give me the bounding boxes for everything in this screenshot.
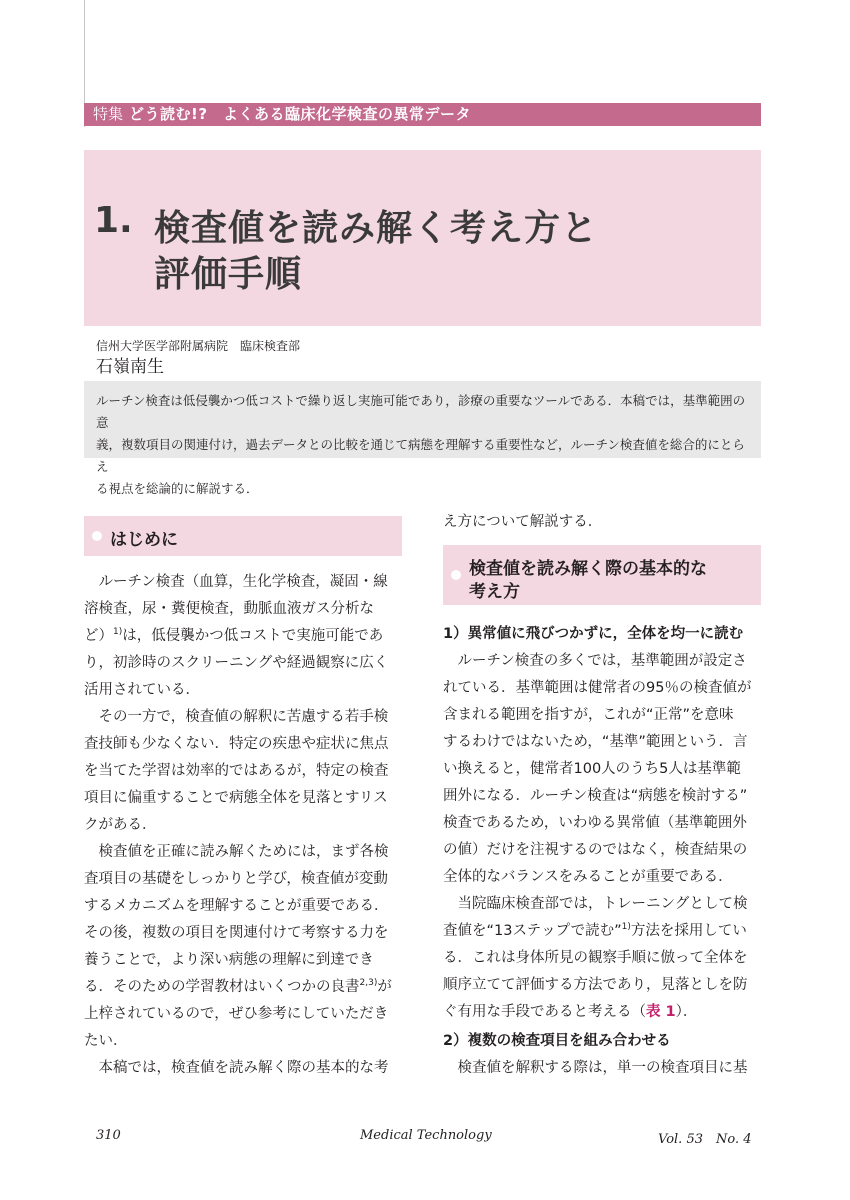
page-number: 310 bbox=[96, 1128, 121, 1143]
abstract-line: る視点を総論的に解説する． bbox=[96, 481, 259, 496]
bullet-icon bbox=[92, 531, 102, 541]
reference-marker: 2,3) bbox=[359, 978, 378, 989]
text-span: る．そのための学習教材はいくつかの良書 bbox=[84, 979, 360, 995]
section-heading-text: はじめに bbox=[110, 530, 178, 550]
text-span: ど） bbox=[84, 628, 113, 644]
text-span: 方法を採用してい bbox=[630, 923, 747, 939]
text-line: ルーチン検査の多くでは，基準範囲が設定さ bbox=[443, 653, 747, 669]
text-line: その後，複数の項目を関連付けて考察する力を bbox=[84, 925, 389, 941]
text-line: するわけではないため，“基準”範囲という．言 bbox=[443, 734, 748, 750]
text-line: 査項目の基礎をしっかりと学び，検査値が変動 bbox=[84, 871, 388, 887]
text-line bbox=[84, 975, 392, 996]
text-line: え方について解説する． bbox=[443, 514, 603, 530]
text-line: 検査値を正確に読み解くためには，まず各検 bbox=[84, 844, 389, 860]
text-line: を当てた学習は効率的ではあるが，特定の検査 bbox=[84, 763, 389, 779]
text-line: 囲外になる．ルーチン検査は“病態を検討する” bbox=[443, 788, 748, 804]
subheading: 2）複数の検査項目を組み合わせる bbox=[443, 1033, 671, 1049]
text-line: その一方で，検査値の解釈に苦慮する若手検 bbox=[84, 709, 389, 725]
text-line: するメカニズムを理解することが重要である． bbox=[84, 898, 389, 914]
text-line: 当院臨床検査部では，トレーニングとして検 bbox=[443, 896, 748, 912]
reference-marker: 1) bbox=[113, 627, 123, 638]
text-line: 全体的なバランスをみることが重要である． bbox=[443, 869, 733, 885]
text-line: 活用されている． bbox=[84, 682, 200, 698]
article-title-box bbox=[84, 150, 761, 326]
section-heading-text: 考え方 bbox=[469, 582, 520, 602]
author-affiliation: 信州大学医学部附属病院 臨床検査部 bbox=[96, 339, 301, 353]
text-line: 順序立てて評価する方法であり，見落としを防 bbox=[443, 977, 748, 993]
article-number: 1. bbox=[94, 200, 133, 241]
article-title-line1: 検査値を読み解く考え方と bbox=[154, 208, 599, 249]
text-line: 項目に偏重することで病態全体を見落とすリス bbox=[84, 790, 388, 806]
text-line: る．これは身体所見の観察手順に倣って全体を bbox=[443, 950, 748, 966]
text-line: たい． bbox=[84, 1033, 128, 1049]
text-span: ）． bbox=[675, 1004, 698, 1020]
text-line: れている．基準範囲は健常者の95％の検査値が bbox=[443, 680, 752, 696]
abstract-line: 義，複数項目の関連付け，過去データとの比較を通じて病態を理解する重要性など，ルーチン検査値を総合的にとらえ bbox=[96, 437, 745, 474]
abstract-line: ルーチン検査は低侵襲かつ低コストで繰り返し実施可能であり，診療の重要なツールである．本稿では，基準範囲の意 bbox=[96, 393, 746, 430]
text-line: 本稿では，検査値を読み解く際の基本的な考 bbox=[84, 1060, 389, 1076]
feature-label: 特集 bbox=[93, 105, 124, 123]
text-line: 検査であるため，いわゆる異常値（基準範囲外 bbox=[443, 815, 747, 831]
text-line: の値）だけを注視するのではなく，検査結果の bbox=[443, 842, 748, 858]
author-name: 石嶺南生 bbox=[96, 357, 164, 377]
section-heading-basic bbox=[443, 545, 761, 605]
feature-banner bbox=[84, 103, 761, 126]
reference-marker: 1) bbox=[621, 922, 631, 933]
feature-title: どう読む!? よくある臨床化学検査の異常データ bbox=[129, 105, 472, 123]
bullet-icon bbox=[451, 570, 461, 580]
text-line: 査技師も少なくない．特定の疾患や症状に焦点 bbox=[84, 736, 389, 752]
article-title-line2: 評価手順 bbox=[154, 254, 303, 295]
text-line bbox=[443, 919, 747, 940]
abstract bbox=[84, 381, 761, 496]
section-heading-text: 検査値を読み解く際の基本的な bbox=[469, 559, 707, 579]
text-line bbox=[443, 1000, 697, 1021]
journal-volume: Vol. 53 No. 4 bbox=[658, 1132, 752, 1147]
text-line: 養うことで，より深い病態の理解に到達でき bbox=[84, 952, 374, 968]
text-span: ぐ有用な手段であると考える（ bbox=[443, 1004, 646, 1020]
text-line: クがある． bbox=[84, 817, 157, 833]
text-line bbox=[84, 624, 383, 645]
section-heading-intro bbox=[84, 516, 402, 556]
text-line: 含まれる範囲を指すが，これが“正常”を意味 bbox=[443, 707, 734, 723]
text-span: は，低侵襲かつ低コストで実施可能であ bbox=[122, 628, 384, 644]
table-reference-link[interactable]: 表 1 bbox=[646, 1004, 676, 1020]
text-span: 査値を“13ステップで読む” bbox=[443, 923, 622, 939]
text-line: り，初診時のスクリーニングや経過観察に広く bbox=[84, 655, 389, 671]
subheading: 1）異常値に飛びつかずに，全体を均一に読む bbox=[443, 626, 744, 642]
text-line: い換えると，健常者100人のうち5人は基準範 bbox=[443, 761, 741, 777]
text-line: 溶検査，尿・糞便検査，動脈血液ガス分析な bbox=[84, 601, 374, 617]
text-span: が bbox=[377, 979, 392, 995]
journal-name: Medical Technology bbox=[360, 1128, 492, 1143]
text-line: ルーチン検査（血算，生化学検査，凝固・線 bbox=[84, 574, 388, 590]
text-line: 検査値を解釈する際は，単一の検査項目に基 bbox=[443, 1060, 748, 1076]
text-line: 上梓されているので，ぜひ参考にしていただき bbox=[84, 1006, 389, 1022]
